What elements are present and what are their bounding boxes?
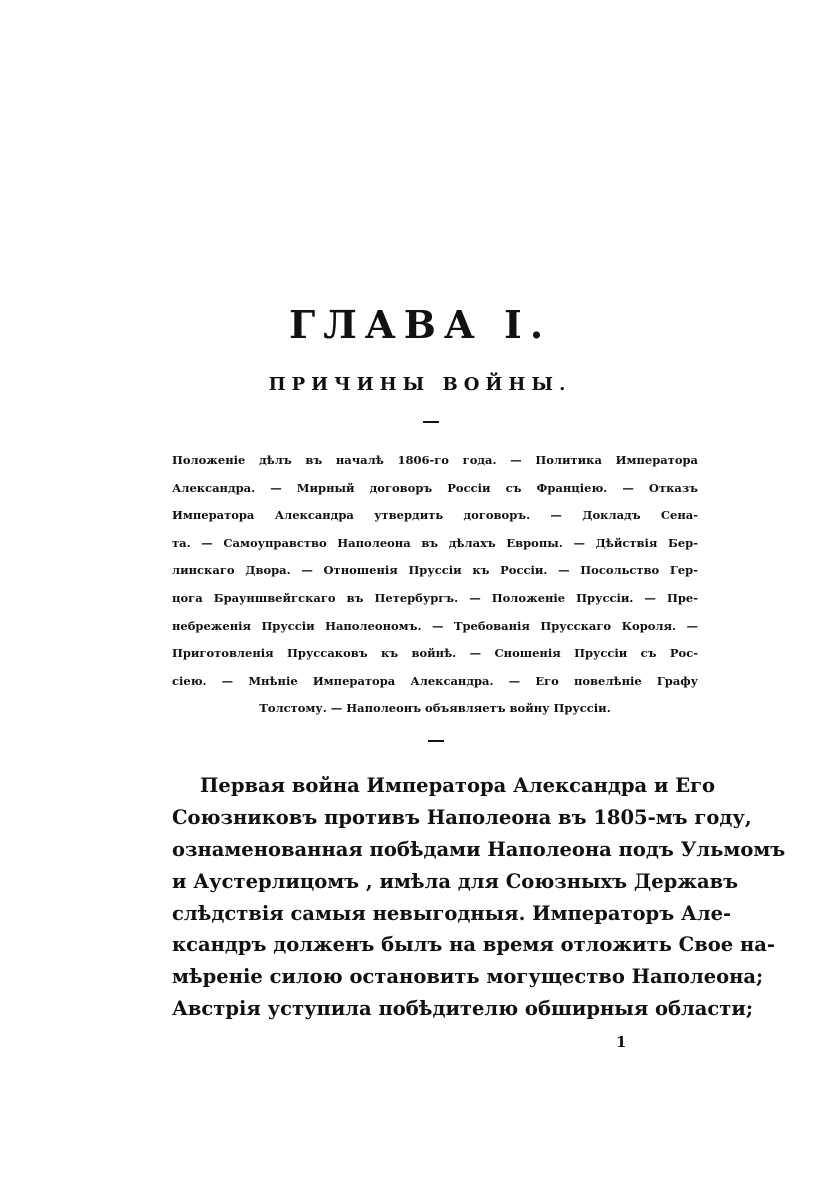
summary-line: Толстому. — Наполеонъ объявляетъ войну Пруссiи. <box>259 701 611 716</box>
chapter-summary <box>172 447 698 723</box>
chapter-subtitle: ПРИЧИНЫ ВОЙНЫ. <box>268 374 572 395</box>
body-line: мѣренiе силою остановить могущество Наполеона; <box>172 965 764 989</box>
summary-line: линскаго Двора. — Отношенiя Пруссiи къ Россiи. — Посольство Гер- <box>172 563 698 578</box>
chapter-title: ГЛАВА I. <box>288 302 552 347</box>
body-line: Союзниковъ противъ Наполеона въ 1805-мъ году, <box>172 805 752 829</box>
summary-line: Императора Александра утвердить договоръ. — Докладъ Сена- <box>172 508 698 523</box>
summary-line: Приготовленiя Пруссаковъ къ войнѣ. — Сношенiя Пруссiи съ Рос- <box>172 646 698 661</box>
summary-line: Положенiе дѣлъ въ началѣ 1806-го года. — Политика Императора <box>172 453 698 467</box>
summary-line: Александра. — Мирный договоръ Россiи съ Францiею. — Отказъ <box>172 480 698 495</box>
body-line: Первая война Императора Александра и Его <box>200 774 716 797</box>
summary-line: та. — Самоуправство Наполеона въ дѣлахъ Европы. — Дѣйствiя Бер- <box>172 535 698 550</box>
section-divider <box>423 421 439 423</box>
body-line: Австрiя уступила побѣдителю обширныя области; <box>172 997 754 1021</box>
summary-line: сiею. — Мнѣнiе Императора Александра. — Его повелѣнiе Графу <box>172 673 698 688</box>
summary-line: небреженiя Пруссiи Наполеономъ. — Требованiя Прусскаго Короля. — <box>172 618 698 633</box>
body-line: ксандръ долженъ былъ на время отложить Свое на- <box>172 933 775 957</box>
body-line: ознаменованная побѣдами Наполеона подъ Ульмомъ <box>172 837 786 861</box>
body-line: и Аустерлицомъ , имѣла для Союзныхъ Державъ <box>172 869 739 893</box>
body-line: слѣдствiя самыя невыгодныя. Императоръ Але- <box>172 901 732 925</box>
section-divider <box>428 740 444 742</box>
body-text <box>172 770 786 1025</box>
summary-line: цога Брауншвейгскаго въ Петербургъ. — Положенiе Пруссiи. — Пре- <box>172 590 698 605</box>
page-number: 1 <box>616 1033 627 1051</box>
